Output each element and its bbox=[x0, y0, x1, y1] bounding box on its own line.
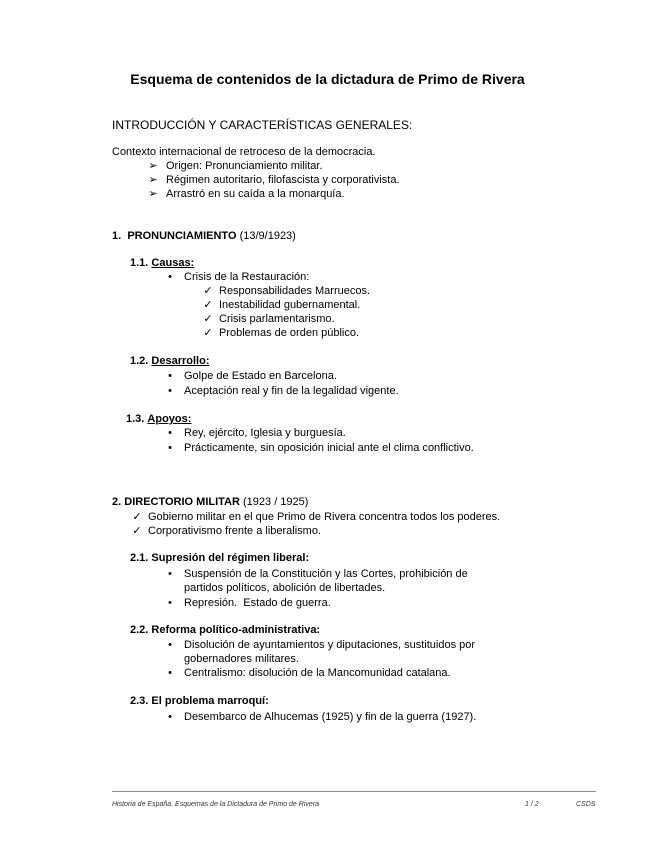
section-title: PRONUNCIAMIENTO bbox=[127, 230, 237, 242]
subsection-title: Desarrollo: bbox=[151, 355, 210, 367]
bullet-icon: • bbox=[168, 597, 172, 609]
subsection-number: 1.1. bbox=[130, 257, 149, 269]
bullet-icon: • bbox=[168, 711, 172, 723]
subsection-2-3-heading: 2.3. El problema marroquí: bbox=[130, 695, 269, 707]
checkmark-icon: ✓ bbox=[132, 525, 142, 537]
list-item: Origen: Pronunciamiento militar. bbox=[166, 160, 323, 172]
intro-context: Contexto internacional de retroceso de la democracia. bbox=[112, 146, 376, 158]
footer-author: CSDS bbox=[576, 801, 596, 808]
list-item: Crisis parlamentarismo. bbox=[219, 313, 335, 325]
bullet-icon: • bbox=[168, 667, 172, 679]
footer-page-number: 1 / 2 bbox=[525, 801, 539, 808]
list-item: Crisis de la Restauración: bbox=[184, 271, 310, 283]
bullet-icon: • bbox=[168, 385, 172, 397]
list-item: Centralismo: disolución de la Mancomunidad catalana. bbox=[184, 667, 451, 679]
checkmark-icon: ✓ bbox=[132, 511, 142, 523]
list-item: Suspensión de la Constitución y las Cortes, prohibición de bbox=[184, 568, 468, 580]
checkmark-icon: ✓ bbox=[203, 313, 213, 325]
list-item: Gobierno militar en el que Primo de Rivera concentra todos los poderes. bbox=[148, 511, 501, 523]
section-number: 2. bbox=[112, 496, 122, 508]
footer-document-label: Historia de España. Esquemas de la Dictadura de Primo de Rivera bbox=[112, 801, 319, 808]
arrow-bullet-icon: ➢ bbox=[148, 160, 158, 172]
bullet-icon: • bbox=[168, 568, 172, 580]
list-item: Represión. Estado de guerra. bbox=[184, 597, 331, 609]
section-title: DIRECTORIO MILITAR bbox=[124, 496, 240, 508]
section-2-heading bbox=[112, 495, 308, 509]
list-item: Responsabilidades Marruecos. bbox=[219, 285, 371, 297]
subsection-number: 1.2. bbox=[130, 355, 149, 367]
list-item: Inestabilidad gubernamental. bbox=[219, 299, 361, 311]
intro-heading: INTRODUCCIÓN Y CARACTERÍSTICAS GENERALES: bbox=[112, 118, 413, 132]
checkmark-icon: ✓ bbox=[203, 285, 213, 297]
subsection-title: Apoyos: bbox=[147, 413, 192, 425]
checkmark-icon: ✓ bbox=[203, 299, 213, 311]
section-1-heading bbox=[112, 229, 296, 243]
subsection-number: 1.3. bbox=[126, 413, 145, 425]
arrow-bullet-icon: ➢ bbox=[148, 174, 158, 186]
footer-divider bbox=[112, 791, 596, 792]
bullet-icon: • bbox=[168, 442, 172, 454]
list-item-continuation: gobernadores militares. bbox=[184, 653, 299, 665]
list-item: Régimen autoritario, filofascista y corporativista. bbox=[166, 174, 400, 186]
subsection-2-2-heading: 2.2. Reforma político-administrativa: bbox=[130, 624, 321, 636]
section-date: (13/9/1923) bbox=[239, 230, 296, 242]
subsection-2-1-heading: 2.1. Supresión del régimen liberal: bbox=[130, 552, 310, 564]
subsection-1-3-heading bbox=[126, 412, 191, 426]
bullet-icon: • bbox=[168, 639, 172, 651]
document-title: Esquema de contenidos de la dictadura de Primo de Rivera bbox=[130, 71, 525, 87]
subsection-title: Causas: bbox=[151, 257, 195, 269]
arrow-bullet-icon: ➢ bbox=[148, 188, 158, 200]
section-date: (1923 / 1925) bbox=[243, 496, 309, 508]
checkmark-icon: ✓ bbox=[203, 327, 213, 339]
list-item: Arrastró en su caída a la monarquía. bbox=[166, 188, 345, 200]
subsection-1-2-heading bbox=[130, 354, 210, 368]
list-item: Desembarco de Alhucemas (1925) y fin de la guerra (1927). bbox=[184, 711, 477, 723]
list-item: Problemas de orden público. bbox=[219, 327, 360, 339]
bullet-icon: • bbox=[168, 271, 172, 283]
subsection-1-1-heading bbox=[130, 256, 194, 270]
list-item: Rey, ejército, Iglesia y burguesía. bbox=[184, 427, 346, 439]
bullet-icon: • bbox=[168, 427, 172, 439]
list-item: Golpe de Estado en Barcelona. bbox=[184, 370, 337, 382]
list-item: Corporativismo frente a liberalismo. bbox=[148, 525, 322, 537]
list-item: Disolución de ayuntamientos y diputaciones, sustituidos por bbox=[184, 639, 476, 651]
list-item: Prácticamente, sin oposición inicial ante el clima conflictivo. bbox=[184, 442, 474, 454]
list-item-continuation: partidos políticos, abolición de libertades. bbox=[184, 582, 386, 594]
bullet-icon: • bbox=[168, 370, 172, 382]
section-number: 1. bbox=[112, 230, 122, 242]
list-item: Aceptación real y fin de la legalidad vigente. bbox=[184, 385, 399, 397]
